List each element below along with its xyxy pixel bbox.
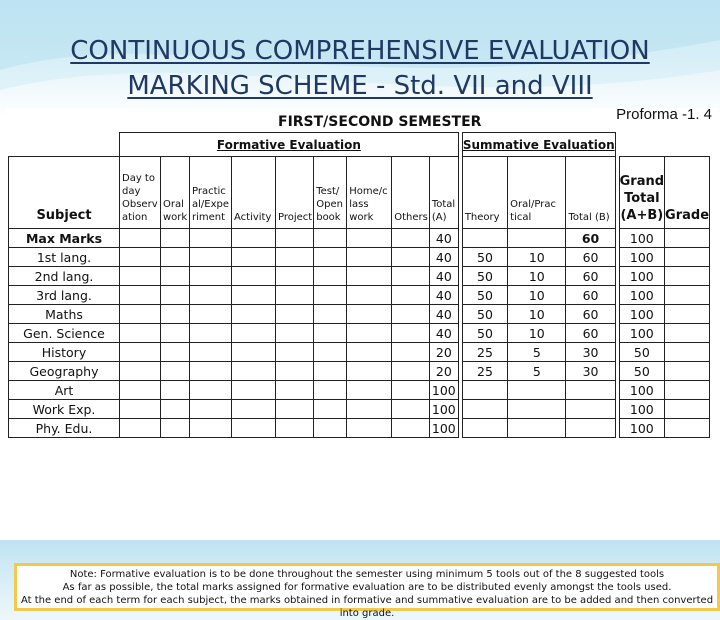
subject-cell: 2nd lang.	[9, 267, 120, 286]
subject-cell: Geography	[9, 362, 120, 381]
grade-cell	[665, 419, 710, 438]
total-a-cell: 40	[429, 286, 458, 305]
total-a-header: Total (A)	[429, 157, 458, 229]
project-cell	[276, 286, 314, 305]
activity-cell	[232, 419, 276, 438]
grand-total-cell: 100	[619, 229, 664, 248]
group-header-row	[9, 133, 710, 157]
column-header-row	[9, 157, 710, 229]
total-a-cell: 100	[429, 419, 458, 438]
note-line-2: As far as possible, the total marks assigned for formative evaluation are to be distributed evenly amongst the tools used.	[62, 582, 672, 593]
table-row	[9, 381, 710, 400]
others-header: Others	[392, 157, 430, 229]
total-b-cell: 30	[566, 343, 615, 362]
table-row	[9, 305, 710, 324]
slide-title-line-2: MARKING SCHEME - Std. VII and VIII	[127, 71, 593, 101]
project-cell	[276, 248, 314, 267]
project-cell	[276, 362, 314, 381]
total-a-cell: 40	[429, 267, 458, 286]
test-cell	[314, 229, 347, 248]
grand-total-cell: 100	[619, 400, 664, 419]
oral-work-cell	[161, 267, 190, 286]
activity-cell	[232, 267, 276, 286]
oral-work-cell	[161, 324, 190, 343]
total-b-cell: 60	[566, 305, 615, 324]
total-a-cell: 20	[429, 343, 458, 362]
max-marks-row	[9, 229, 710, 248]
oral-work-cell	[161, 419, 190, 438]
day-to-day-cell	[120, 305, 161, 324]
day-to-day-cell	[120, 267, 161, 286]
grand-total-cell: 100	[619, 267, 664, 286]
practical-cell	[190, 343, 232, 362]
grade-cell	[665, 362, 710, 381]
grade-header: Grade	[665, 157, 710, 229]
theory-cell	[462, 400, 507, 419]
day-to-day-cell	[120, 248, 161, 267]
table-row	[9, 248, 710, 267]
others-cell	[392, 324, 430, 343]
test-cell	[314, 248, 347, 267]
homework-cell	[347, 267, 392, 286]
activity-cell	[232, 362, 276, 381]
homework-cell	[347, 362, 392, 381]
theory-cell	[462, 381, 507, 400]
grade-cell	[665, 229, 710, 248]
total-b-header: Total (B)	[566, 157, 615, 229]
others-cell	[392, 419, 430, 438]
activity-cell	[232, 286, 276, 305]
homework-cell	[347, 229, 392, 248]
subject-cell: Gen. Science	[9, 324, 120, 343]
project-cell	[276, 267, 314, 286]
day-to-day-cell	[120, 324, 161, 343]
project-cell	[276, 400, 314, 419]
test-cell	[314, 286, 347, 305]
total-a-cell: 40	[429, 248, 458, 267]
day-to-day-cell	[120, 419, 161, 438]
day-to-day-cell	[120, 343, 161, 362]
others-cell	[392, 343, 430, 362]
oral-work-cell	[161, 362, 190, 381]
practical-cell	[190, 381, 232, 400]
project-cell	[276, 305, 314, 324]
others-cell	[392, 400, 430, 419]
day-to-day-cell	[120, 286, 161, 305]
oral-practical-cell: 10	[508, 305, 566, 324]
grade-cell	[665, 305, 710, 324]
test-cell	[314, 305, 347, 324]
oral-work-cell	[161, 229, 190, 248]
subject-cell: Art	[9, 381, 120, 400]
slide-title-line-1: CONTINUOUS COMPREHENSIVE EVALUATION	[70, 36, 650, 66]
homework-cell	[347, 419, 392, 438]
grade-cell	[665, 343, 710, 362]
project-cell	[276, 324, 314, 343]
theory-cell: 50	[462, 267, 507, 286]
oral-work-cell	[161, 381, 190, 400]
project-header: Project	[276, 157, 314, 229]
others-cell	[392, 248, 430, 267]
theory-cell: 50	[462, 324, 507, 343]
subject-cell: Work Exp.	[9, 400, 120, 419]
test-cell	[314, 400, 347, 419]
test-cell	[314, 362, 347, 381]
note-box	[14, 563, 720, 619]
oral-practical-cell	[508, 381, 566, 400]
homework-cell	[347, 286, 392, 305]
grand-total-cell: 100	[619, 419, 664, 438]
grade-cell	[665, 248, 710, 267]
theory-cell	[462, 229, 507, 248]
practical-cell	[190, 248, 232, 267]
total-b-cell: 60	[566, 324, 615, 343]
homework-cell	[347, 381, 392, 400]
activity-cell	[232, 381, 276, 400]
test-cell	[314, 267, 347, 286]
practical-cell	[190, 419, 232, 438]
grand-total-cell: 100	[619, 248, 664, 267]
others-cell	[392, 229, 430, 248]
theory-cell: 25	[462, 362, 507, 381]
subject-cell: Maths	[9, 305, 120, 324]
test-open-book-header: Test/ Open book	[314, 157, 347, 229]
theory-cell: 25	[462, 343, 507, 362]
day-to-day-cell	[120, 400, 161, 419]
oral-practical-cell	[508, 229, 566, 248]
table-row	[9, 419, 710, 438]
homework-cell	[347, 324, 392, 343]
practical-cell	[190, 362, 232, 381]
grand-total-cell: 100	[619, 324, 664, 343]
oral-practical-cell: 10	[508, 248, 566, 267]
total-b-cell: 60	[566, 229, 615, 248]
day-to-day-observation-header: Day to day Observ ation	[120, 157, 161, 229]
oral-work-header: Oral work	[161, 157, 190, 229]
theory-cell: 50	[462, 286, 507, 305]
homework-cell	[347, 305, 392, 324]
practical-cell	[190, 286, 232, 305]
practical-cell	[190, 400, 232, 419]
grade-cell	[665, 400, 710, 419]
activity-cell	[232, 324, 276, 343]
total-a-cell: 100	[429, 381, 458, 400]
others-cell	[392, 267, 430, 286]
theory-cell: 50	[462, 305, 507, 324]
note-line-1: Note: Formative evaluation is to be done throughout the semester using minimum 5 tools out of the 8 suggested tools	[69, 569, 665, 580]
oral-practical-cell: 10	[508, 286, 566, 305]
test-cell	[314, 419, 347, 438]
grand-total-header: Grand Total (A+B)	[619, 157, 664, 229]
activity-cell	[232, 229, 276, 248]
oral-work-cell	[161, 305, 190, 324]
slide-title	[0, 34, 720, 104]
oral-work-cell	[161, 286, 190, 305]
theory-cell: 50	[462, 248, 507, 267]
others-cell	[392, 305, 430, 324]
project-cell	[276, 343, 314, 362]
oral-work-cell	[161, 400, 190, 419]
subject-cell: Max Marks	[9, 229, 120, 248]
semester-heading: FIRST/SECOND SEMESTER	[278, 114, 482, 130]
note-line-3: At the end of each term for each subject, the marks obtained in formative and summative evaluation are to be added and then converted into grade.	[20, 595, 714, 619]
test-cell	[314, 324, 347, 343]
total-a-cell: 40	[429, 324, 458, 343]
total-b-cell: 60	[566, 286, 615, 305]
activity-cell	[232, 248, 276, 267]
proforma-label: Proforma -1. 4	[616, 106, 712, 123]
subject-column-header: Subject	[9, 157, 120, 229]
total-a-cell: 100	[429, 400, 458, 419]
homework-cell	[347, 248, 392, 267]
oral-work-cell	[161, 248, 190, 267]
total-b-cell: 60	[566, 267, 615, 286]
oral-practical-cell: 5	[508, 362, 566, 381]
activity-cell	[232, 343, 276, 362]
table-row	[9, 362, 710, 381]
table-row	[9, 343, 710, 362]
table-row	[9, 267, 710, 286]
table-row	[9, 324, 710, 343]
subject-cell: History	[9, 343, 120, 362]
total-b-cell	[566, 400, 615, 419]
grade-cell	[665, 324, 710, 343]
subject-cell: Phy. Edu.	[9, 419, 120, 438]
total-a-cell: 40	[429, 305, 458, 324]
oral-practical-cell: 5	[508, 343, 566, 362]
theory-header: Theory	[462, 157, 507, 229]
grand-total-cell: 50	[619, 343, 664, 362]
marking-scheme-document	[6, 106, 718, 619]
practical-cell	[190, 324, 232, 343]
practical-cell	[190, 229, 232, 248]
subject-cell: 3rd lang.	[9, 286, 120, 305]
oral-work-cell	[161, 343, 190, 362]
others-cell	[392, 381, 430, 400]
project-cell	[276, 229, 314, 248]
summative-evaluation-heading: Summative Evaluation	[462, 133, 615, 157]
practical-cell	[190, 305, 232, 324]
activity-cell	[232, 305, 276, 324]
grade-cell	[665, 381, 710, 400]
total-b-cell: 60	[566, 248, 615, 267]
total-b-cell	[566, 419, 615, 438]
grade-cell	[665, 267, 710, 286]
grand-total-cell: 50	[619, 362, 664, 381]
grand-total-cell: 100	[619, 381, 664, 400]
subject-cell: 1st lang.	[9, 248, 120, 267]
total-a-cell: 20	[429, 362, 458, 381]
day-to-day-cell	[120, 229, 161, 248]
oral-practical-header: Oral/Prac tical	[508, 157, 566, 229]
practical-experiment-header: Practic al/Expe riment	[190, 157, 232, 229]
grand-total-cell: 100	[619, 305, 664, 324]
day-to-day-cell	[120, 362, 161, 381]
table-row	[9, 286, 710, 305]
marking-scheme-rows	[9, 229, 710, 438]
oral-practical-cell: 10	[508, 324, 566, 343]
project-cell	[276, 419, 314, 438]
theory-cell	[462, 419, 507, 438]
total-b-cell: 30	[566, 362, 615, 381]
grand-total-cell: 100	[619, 286, 664, 305]
formative-evaluation-heading: Formative Evaluation	[120, 133, 459, 157]
others-cell	[392, 286, 430, 305]
grade-cell	[665, 286, 710, 305]
others-cell	[392, 362, 430, 381]
activity-cell	[232, 400, 276, 419]
total-a-cell: 40	[429, 229, 458, 248]
marking-scheme-table	[8, 132, 710, 438]
homework-cell	[347, 400, 392, 419]
practical-cell	[190, 267, 232, 286]
oral-practical-cell: 10	[508, 267, 566, 286]
day-to-day-cell	[120, 381, 161, 400]
oral-practical-cell	[508, 400, 566, 419]
home-class-work-header: Home/c lass work	[347, 157, 392, 229]
test-cell	[314, 381, 347, 400]
table-row	[9, 400, 710, 419]
homework-cell	[347, 343, 392, 362]
total-b-cell	[566, 381, 615, 400]
activity-header: Activity	[232, 157, 276, 229]
project-cell	[276, 381, 314, 400]
oral-practical-cell	[508, 419, 566, 438]
test-cell	[314, 343, 347, 362]
